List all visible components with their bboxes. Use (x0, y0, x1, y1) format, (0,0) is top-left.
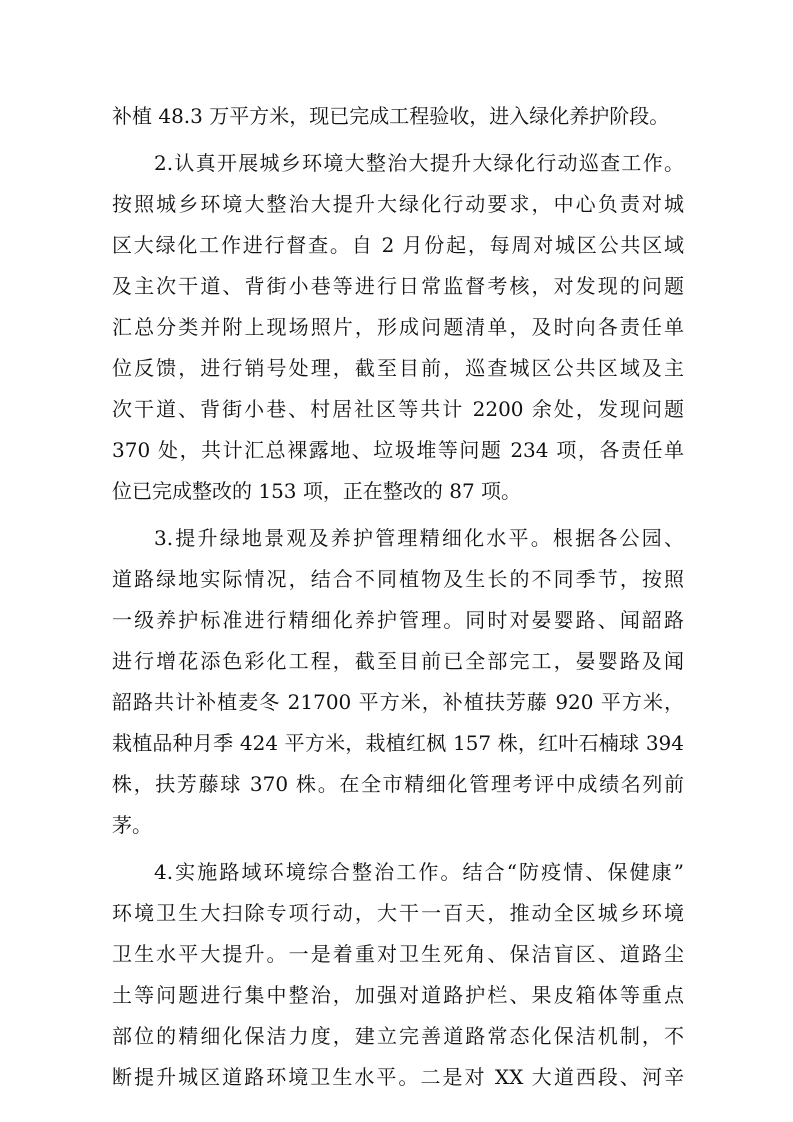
paragraph-2 (112, 143, 684, 512)
text-line: 370 处，共计汇总裸露地、垃圾堆等问题 234 项，各责任单 (112, 438, 684, 462)
text-line: 茅。 (112, 813, 152, 837)
text-line: 区大绿化工作进行督查。自 2 月份起，每周对城区公共区域 (112, 233, 684, 257)
text-line: 及主次干道、背街小巷等进行日常监督考核，对发现的问题 (112, 274, 684, 298)
text-line: 环境卫生大扫除专项行动，大干一百天，推动全区城乡环境 (112, 901, 684, 925)
text-line: 栽植品种月季 424 平方米，栽植红枫 157 株，红叶石楠球 394 (112, 731, 684, 755)
text-line: 断提升城区道路环境卫生水平。二是对 XX 大道西段、河辛 (112, 1065, 684, 1089)
text-line: 韶路共计补植麦冬 21700 平方米，补植扶芳藤 920 平方米， (112, 690, 684, 714)
text-line: 位反馈，进行销号处理，截至目前，巡查城区公共区域及主 (112, 356, 684, 380)
paragraph-1-tail (112, 96, 684, 137)
text-line: 株，扶芳藤球 370 株。在全市精细化管理考评中成绩名列前 (112, 772, 684, 796)
text-line: 2.认真开展城乡环境大整治大提升大绿化行动巡查工作。 (154, 151, 684, 175)
text-line: 按照城乡环境大整治大提升大绿化行动要求，中心负责对城 (112, 192, 684, 216)
text-line: 土等问题进行集中整治，加强对道路护栏、果皮箱体等重点 (112, 983, 684, 1007)
text-line: 4.实施路域环境综合整治工作。结合“防疫情、保健康” (154, 860, 684, 884)
text-line: 道路绿地实际情况，结合不同植物及生长的不同季节，按照 (112, 567, 684, 591)
text-line: 进行增花添色彩化工程，截至目前已全部完工，晏婴路及闻 (112, 649, 684, 673)
paragraph-3 (112, 518, 684, 846)
document-page (112, 96, 684, 1104)
text-line: 3.提升绿地景观及养护管理精细化水平。根据各公园、 (154, 526, 684, 550)
text-line: 位已完成整改的 153 项，正在整改的 87 项。 (112, 479, 522, 503)
text-line: 卫生水平大提升。一是着重对卫生死角、保洁盲区、道路尘 (112, 942, 684, 966)
text-line: 部位的精细化保洁力度，建立完善道路常态化保洁机制，不 (112, 1024, 684, 1048)
text-line: 次干道、背街小巷、村居社区等共计 2200 余处，发现问题 (112, 397, 684, 421)
text-line: 汇总分类并附上现场照片，形成问题清单，及时向各责任单 (112, 315, 684, 339)
text-line: 补植 48.3 万平方米，现已完成工程验收，进入绿化养护阶段。 (112, 104, 670, 128)
text-line: 一级养护标准进行精细化养护管理。同时对晏婴路、闻韶路 (112, 608, 684, 632)
paragraph-4 (112, 852, 684, 1098)
